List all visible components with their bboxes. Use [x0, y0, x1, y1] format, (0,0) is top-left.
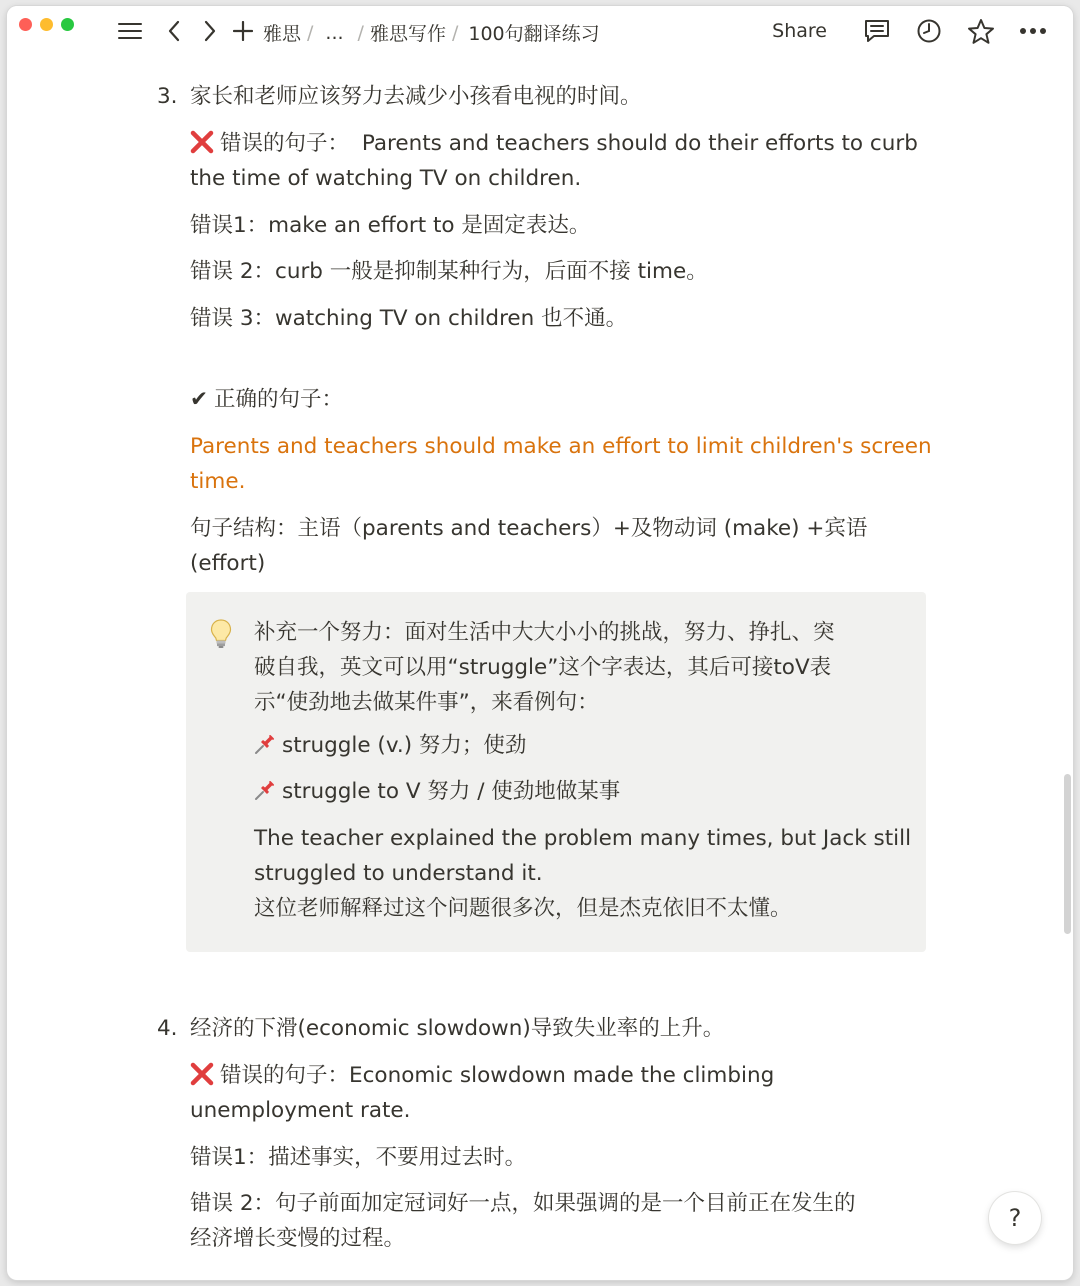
wrong-sentence-line[interactable]	[190, 1058, 774, 1093]
callout-text: 补充一个努力：面对生活中大大小小的挑战，努力、挣扎、突	[254, 620, 835, 645]
cross-mark-icon	[190, 130, 214, 154]
wrong-sentence-cont[interactable]: the time of watching TV on children.	[190, 166, 582, 191]
correct-sentence-cont[interactable]: time.	[190, 469, 246, 494]
callout-text: 破自我，英文可以用“struggle”这个字表达，其后可接toV表	[254, 655, 832, 680]
error-note[interactable]: 错误 2：curb 一般是抑制某种行为，后面不接 time。	[190, 259, 708, 284]
pinned-note	[254, 728, 526, 763]
list-number: 4.	[157, 1016, 178, 1041]
wrong-sentence: Parents and teachers should do their efforts to curb	[355, 131, 918, 156]
error-note[interactable]: 错误 2：句子前面加定冠词好一点，如果强调的是一个目前正在发生的	[190, 1191, 856, 1216]
error-note[interactable]: 错误 3：watching TV on children 也不通。	[190, 306, 628, 331]
breadcrumb-separator: /	[451, 21, 459, 44]
error-note[interactable]: 错误1：描述事实，不要用过去时。	[190, 1145, 527, 1170]
error-note[interactable]: 错误1：make an effort to 是固定表达。	[190, 213, 591, 238]
breadcrumb-item[interactable]: 雅思写作	[369, 23, 446, 45]
breadcrumb-item[interactable]: ...	[325, 21, 344, 44]
breadcrumb-separator: /	[357, 21, 364, 44]
callout-text: 示“使劲地去做某件事”，来看例句：	[254, 690, 599, 715]
wrong-sentence: Economic slowdown made the climbing	[349, 1063, 775, 1088]
breadcrumb-item[interactable]: 雅思	[263, 23, 302, 45]
example-translation: 这位老师解释过这个问题很多次，但是杰克依旧不太懂。	[254, 896, 792, 921]
wrong-label: 错误的句子：	[220, 131, 350, 156]
item-prompt[interactable]: 家长和老师应该努力去减少小孩看电视的时间。	[190, 84, 642, 109]
pinned-note-text: struggle (v.) 努力；使劲	[282, 733, 527, 758]
list-number: 3.	[157, 84, 178, 109]
pinned-note-text: struggle to V 努力 / 使劲地做某事	[282, 779, 621, 804]
item-prompt[interactable]: 经济的下滑(economic slowdown)导致失业率的上升。	[190, 1016, 725, 1041]
cross-mark-icon	[190, 1062, 214, 1086]
pushpin-icon	[254, 779, 276, 801]
app-window	[7, 6, 1073, 1280]
breadcrumb-separator: /	[307, 21, 314, 44]
example-sentence: struggled to understand it.	[254, 861, 543, 886]
scrollbar-thumb[interactable]	[1064, 774, 1071, 934]
lightbulb-icon	[209, 618, 233, 650]
example-sentence: The teacher explained the problem many times, but Jack still	[254, 826, 912, 851]
pushpin-icon	[254, 733, 276, 755]
sentence-structure[interactable]: 句子结构：主语（parents and teachers）+及物动词 (make) +宾语	[190, 516, 868, 541]
check-mark-icon: ✔	[190, 387, 209, 412]
page-content	[7, 6, 1073, 1280]
sentence-structure-cont[interactable]: (effort)	[190, 551, 266, 576]
wrong-sentence-cont[interactable]: unemployment rate.	[190, 1098, 411, 1123]
correct-label-line[interactable]	[190, 382, 343, 417]
correct-sentence[interactable]: Parents and teachers should make an effort to limit children's screen	[190, 434, 932, 459]
breadcrumb-item-current[interactable]: 100句翻译练习	[468, 23, 600, 45]
error-note-cont[interactable]: 经济增长变慢的过程。	[190, 1226, 406, 1251]
correct-label: 正确的句子：	[214, 387, 344, 412]
help-button[interactable]: ?	[989, 1192, 1041, 1244]
wrong-label: 错误的句子：	[220, 1063, 350, 1088]
pinned-note	[254, 774, 620, 809]
wrong-sentence-line[interactable]	[190, 126, 918, 161]
share-button[interactable]: Share	[772, 20, 827, 42]
